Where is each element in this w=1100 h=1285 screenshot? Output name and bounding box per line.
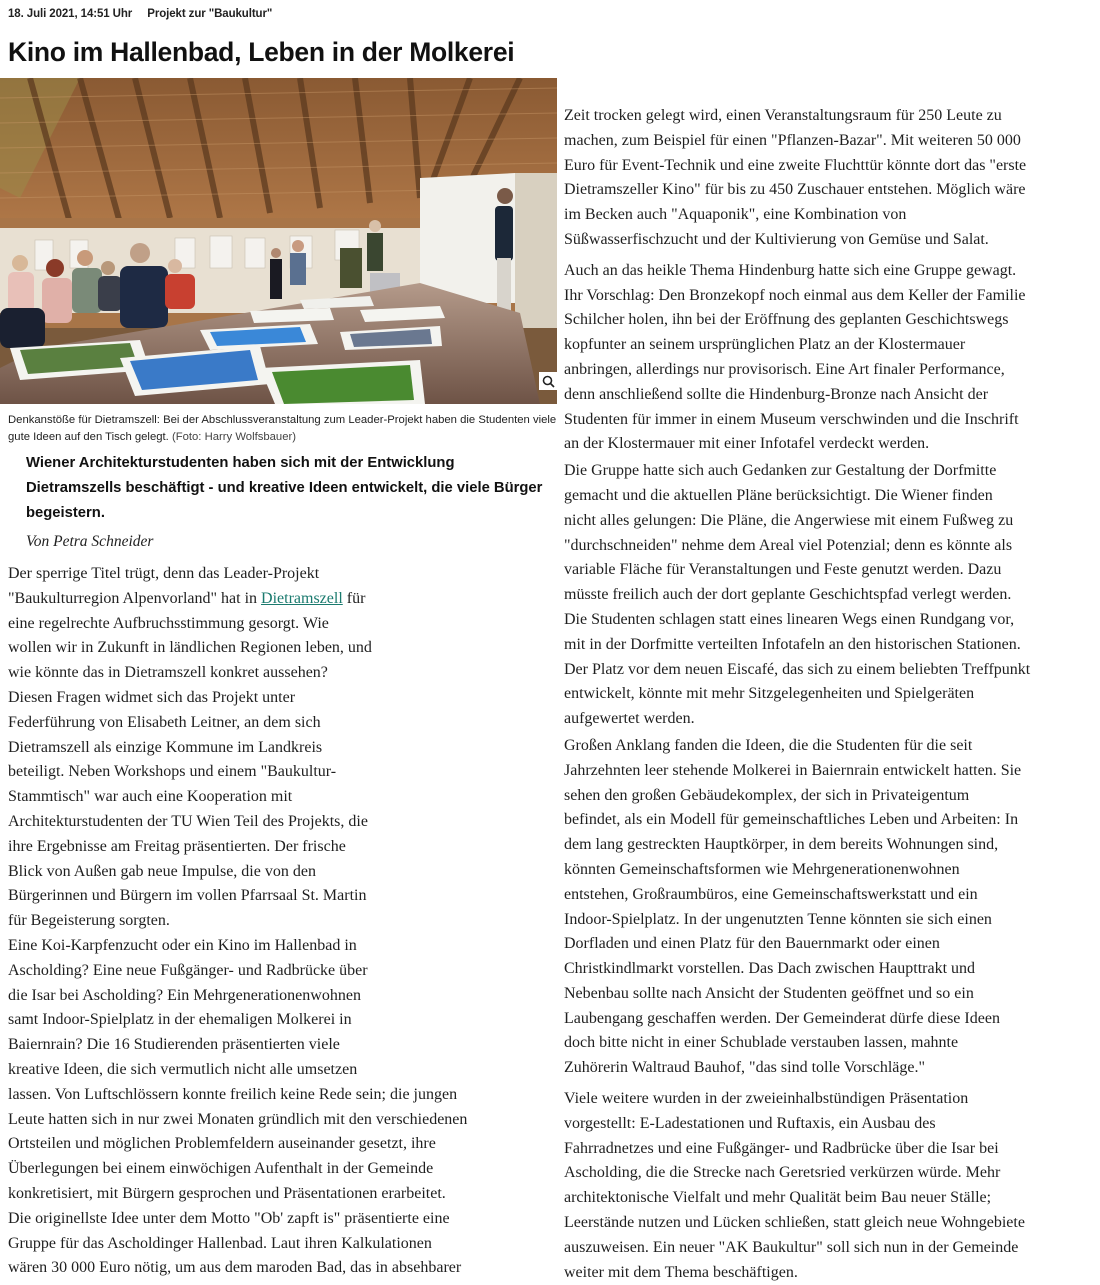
text-line: befindet, als ein Modell für gemeinschaftliches Leben und Arbeiten: In (564, 811, 1019, 829)
article-topic: Projekt zur "Baukultur" (147, 8, 273, 20)
text-line: variable Fläche für Veranstaltungen und Feste genutzt werden. Dazu (564, 561, 1002, 579)
text-line: an der Klostermauer mit einer Infotafel verdeckt werden. (564, 435, 930, 453)
text-line: Die Studenten schlagen statt eines linearen Wegs einen Rundgang vor, (564, 610, 1015, 628)
text-line: samt Indoor-Spielplatz in der ehemaligen Molkerei in (8, 1011, 352, 1029)
text-line: Dorfladen und einen Platz für den Bauernmarkt oder einen (564, 935, 940, 953)
body-paragraph (564, 259, 1030, 457)
article-photo[interactable] (0, 78, 557, 404)
text-line: Eine Koi-Karpfenzucht oder ein Kino im Hallenbad in (8, 936, 357, 954)
text-line: kopfunter an seinem ursprünglichen Platz an der Klostermauer (564, 336, 966, 354)
text-line: Gruppe für das Ascholdinger Hallenbad. Laut ihren Kalkulationen (8, 1234, 432, 1252)
text-line: wollen wir in Zukunft in ländlichen Regionen leben, und (8, 639, 372, 657)
publish-date: 18. Juli 2021, 14:51 Uhr (8, 8, 133, 20)
text-line: Ihr Vorschlag: Den Bronzekopf noch einmal aus dem Keller der Familie (564, 286, 1026, 304)
text-line: Der sperrige Titel trügt, denn das Leader-Projekt (8, 565, 320, 582)
text-fragment: "Baukulturregion Alpenvorland" hat in (8, 589, 262, 607)
photo-credit: (Foto: Harry Wolfsbauer) (171, 431, 297, 443)
photo-illustration (0, 78, 557, 404)
text-line: kreative Ideen, die sich vermutlich nicht alle umsetzen (8, 1060, 358, 1078)
text-line: Großen Anklang fanden die Ideen, die die Studenten für die seit (564, 736, 973, 754)
text-line: Federführung von Elisabeth Leitner, an dem sich (8, 713, 321, 731)
text-line: eine regelrechte Aufbruchsstimmung gesorgt. Wie (8, 614, 329, 632)
text-line: Fahrradnetzes und eine Fußgänger- und Radbrücke über die Isar bei (564, 1139, 999, 1157)
article-body-left (8, 562, 467, 1281)
text-line: entwickelt, könnte mit mehr Sitzgelegenheiten und Spielgeräten (564, 685, 975, 703)
text-line: dem lang gestreckten Hauptkörper, in dem bereits Wohnungen sind, (564, 836, 999, 854)
text-line: im Becken auch "Aquaponik", eine Kombination von (564, 206, 907, 224)
text-line: Nebenbau sollte nach Ansicht der Studenten geöffnet und so ein (564, 984, 974, 1002)
magnifier-icon (542, 375, 555, 388)
text-line: vorgestellt: E-Ladestationen und Ruftaxis, ein Ausbau des (564, 1114, 936, 1132)
dietramszell-link[interactable]: Dietramszell (261, 589, 343, 607)
text-line: machen, zum Beispiel für einen "Pflanzen-Bazar". Mit weiteren 50 000 (564, 131, 1021, 149)
photo-caption (8, 412, 558, 446)
body-paragraph (564, 104, 1030, 253)
text-line: Leerstände nutzen und Lücken schließen, statt gleich neue Wohngebiete (564, 1214, 1025, 1232)
image-zoom-button[interactable] (539, 372, 557, 390)
body-paragraph (564, 459, 1030, 732)
article-meta (8, 8, 272, 20)
body-paragraph (564, 1087, 1030, 1285)
body-paragraph (8, 562, 467, 934)
text-line: Diesen Fragen widmet sich das Projekt unter (8, 688, 296, 706)
text-line: Architekturstudenten der TU Wien Teil des Projekts, die (8, 812, 368, 830)
text-line: auszuweisen. Ein neuer "AK Baukultur" soll sich nun in der Gemeinde (564, 1238, 1019, 1256)
text-line: entstehen, Großraumbüros, eine Gemeinschaftswerkstatt und ein (564, 885, 978, 903)
text-line: gemacht und die aktuellen Pläne berücksichtigt. Die Wiener finden (564, 486, 993, 504)
text-line: "durchschneiden" nehme dem Areal viel Potenzial; denn es könnte als (564, 536, 1013, 554)
text-line: Dietramszeller Kino" für bis zu 450 Zuschauer entstehen. Möglich wäre (564, 181, 1026, 199)
text-line: Viele weitere wurden in der zweieinhalbstündigen Präsentation (564, 1090, 969, 1108)
body-paragraph (564, 734, 1030, 1081)
text-fragment: für (342, 589, 366, 607)
text-line: Blick von Außen gab neue Impulse, die von den (8, 862, 316, 880)
text-line: Die originellste Idee unter dem Motto "Ob' zapft is" präsentierte eine (8, 1209, 450, 1227)
text-line: nicht alles gelungen: Die Pläne, die Angerwiese mit einem Fußweg zu (564, 511, 1014, 529)
text-line: beteiligt. Neben Workshops und einem "Baukultur- (8, 763, 337, 781)
text-line: Ortsteilen und möglichen Problemfeldern auseinander gesetzt, ihre (8, 1135, 436, 1153)
text-line: Leute hatten sich in nur zwei Monaten gründlich mit den verschiedenen (8, 1110, 468, 1128)
text-line: Der Platz vor dem neuen Eiscafé, das sich zu einem beliebten Treffpunkt (564, 660, 1031, 678)
text-line: Zeit trocken gelegt wird, einen Veranstaltungsraum für 250 Leute zu (564, 107, 1002, 124)
text-line: aufgewertet werden. (564, 710, 695, 728)
text-line: architektonische Vielfalt und mehr Qualität beim Bau neuer Ställe; (564, 1189, 992, 1207)
caption-text: Denkanstöße für Dietramszell: Bei der Abschlussveranstaltung zum Leader-Projekt haben die Studenten viele gute Ideen auf den Tisch gelegt. (8, 414, 557, 443)
text-line: müsste freilich auch der dort geplante Geschichtspfad verlegt werden. (564, 586, 1012, 604)
text-line: Euro für Event-Technik und eine zweite Fluchttür könnte dort das "erste (564, 156, 1027, 174)
text-line: Ascholding? Eine neue Fußgänger- und Radbrücke über (8, 961, 368, 979)
text-line: Zuhörerin Waltraud Bauhof, "das sind tolle Vorschläge." (564, 1059, 926, 1077)
article-lead: Wiener Architekturstudenten haben sich mit der Entwicklung Dietramszells beschäftigt - und kreative Ideen entwickelt, die viele Bürger begeistern. (26, 455, 543, 521)
text-line: Dietramszell als einzige Kommune im Landkreis (8, 738, 323, 756)
text-line: ihre Ergebnisse am Freitag präsentierten. Der frische (8, 837, 346, 855)
text-line: Süßwasserfischzucht und der Kultivierung von Gemüse und Salat. (564, 230, 989, 248)
text-line: weiter mit dem Thema beschäftigen. (564, 1263, 798, 1281)
text-line: Auch an das heikle Thema Hindenburg hatte sich eine Gruppe gewagt. (564, 261, 1017, 279)
text-line: Bürgerinnen und Bürgern im vollen Pfarrsaal St. Martin (8, 887, 367, 905)
text-line: denn anschließend sollte die Hindenburg-Bronze nach Ansicht der (564, 385, 989, 403)
text-line: lassen. Von Luftschlössern konnte freilich keine Rede sein; die jungen (8, 1085, 458, 1103)
text-line: doch bitte nicht in einer Schublade verstauben lassen, mahnte (564, 1034, 959, 1052)
text-line: Indoor-Spielplatz. In der ungenutzten Tenne könnten sie sich einen (564, 910, 992, 928)
text-line: Die Gruppe hatte sich auch Gedanken zur Gestaltung der Dorfmitte (564, 462, 997, 480)
article-headline: Kino im Hallenbad, Leben in der Molkerei (8, 37, 515, 67)
text-line: mit in der Dorfmitte verteilten Infotafeln an den historischen Stationen. (564, 635, 1021, 653)
text-line: für Begeisterung sorgten. (8, 912, 170, 930)
text-line: Laubengang geschaffen werden. Der Gemeinderat dürfe diese Ideen (564, 1009, 1000, 1027)
text-line: Überlegungen bei einem einwöchigen Aufenthalt in der Gemeinde (8, 1160, 434, 1178)
article-body-right (564, 104, 1030, 1285)
text-line: Schilcher holen, ihn bei der Eröffnung des geplanten Geschichtswegs (564, 311, 1009, 329)
text-line: Stammtisch" war auch eine Kooperation mit (8, 788, 293, 806)
text-line: Studenten für immer in einem Museum verschwinden und die Inschrift (564, 410, 1019, 428)
body-paragraph (8, 934, 467, 1281)
text-line: konkretisiert, mit Bürgern gesprochen und Präsentationen erarbeitet. (8, 1184, 446, 1202)
text-line: wären 30 000 Euro nötig, um aus dem maroden Bad, das in absehbarer (8, 1259, 462, 1277)
text-line: Christkindlmarkt vorstellen. Das Dach zwischen Haupttrakt und (564, 960, 976, 978)
text-line: wie könnte das in Dietramszell konkret aussehen? (8, 664, 328, 682)
text-line: sehen den großen Gebäudekomplex, der sich in Privateigentum (564, 786, 970, 804)
author-byline: Von Petra Schneider (26, 533, 154, 550)
text-line: Ascholding, die die Strecke nach Geretsried verkürzen würde. Mehr (564, 1164, 1001, 1182)
text-line (8, 587, 467, 612)
text-line: die Isar bei Ascholding? Ein Mehrgenerationenwohnen (8, 986, 361, 1004)
text-line: Baiernrain? Die 16 Studierenden präsentierten viele (8, 1036, 340, 1054)
text-line: anbringen, allerdings nur provisorisch. Eine Art finaler Performance, (564, 360, 1005, 378)
text-line: könnten Gemeinschaftsformen wie Mehrgenerationenwohnen (564, 860, 960, 878)
text-line: Jahrzehnten leer stehende Molkerei in Baiernrain entwickelt hatten. Sie (564, 761, 1022, 779)
